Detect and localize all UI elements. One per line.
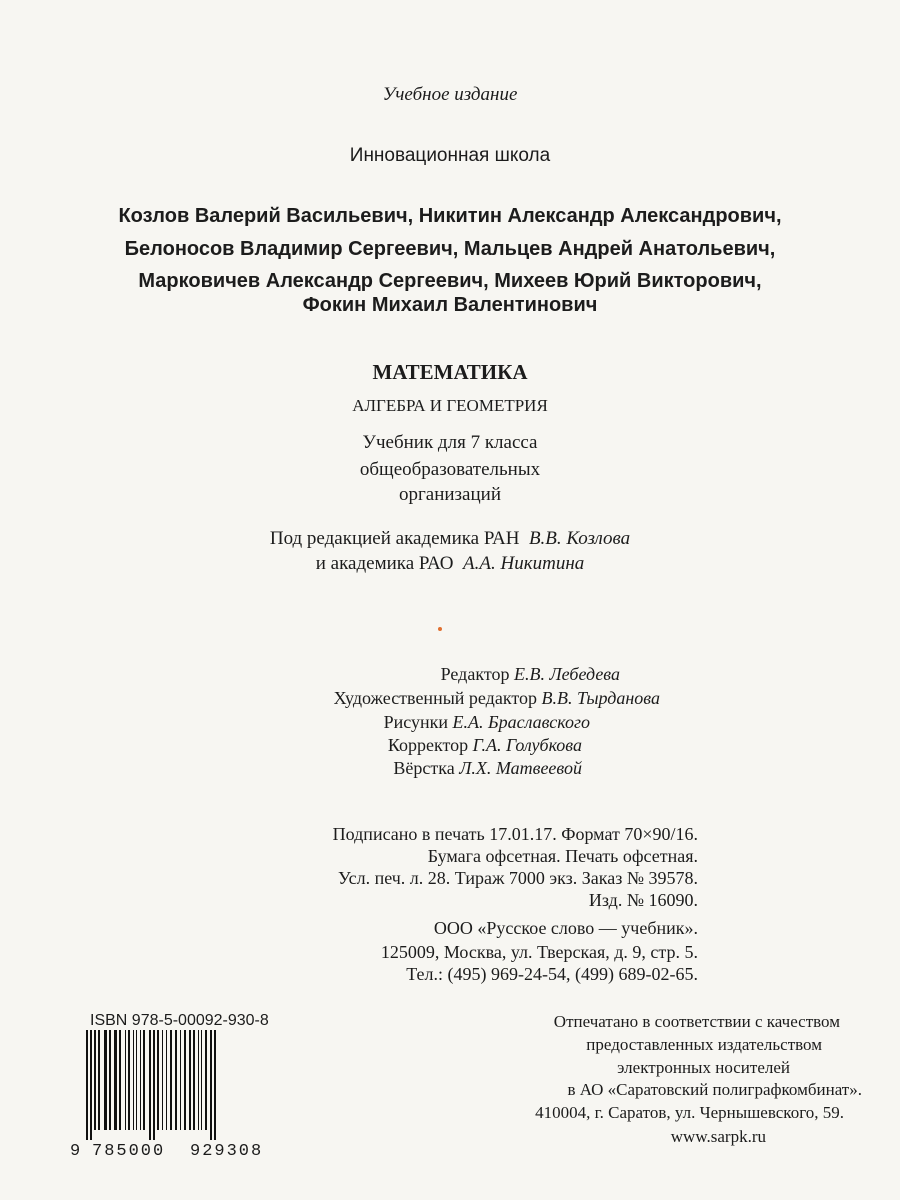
printer-line: Отпечатано в соответствии с качеством (553, 1012, 840, 1031)
isbn-label: ISBN 978-5-00092-930-8 (90, 1012, 269, 1029)
book-description-line: Учебник для 7 класса (362, 432, 538, 453)
editors-line (0, 528, 900, 550)
imprint-line: Изд. № 16090. (588, 890, 698, 910)
publisher-line: 125009, Москва, ул. Тверская, д. 9, стр. 5. (380, 942, 698, 962)
credit-name: Л.Х. Матвеевой (459, 758, 582, 778)
imprint-line: Бумага офсетная. Печать офсетная. (427, 846, 698, 866)
credit-name: В.В. Тырданова (541, 688, 660, 708)
editor-name: А.А. Никитина (463, 553, 585, 574)
barcode-right-digits: 929308 (190, 1142, 264, 1161)
series-name: Инновационная школа (349, 145, 551, 166)
credit-role: Художественный редактор (333, 688, 537, 708)
editor-name: В.В. Козлова (528, 528, 631, 549)
credit-name: Е.В. Лебедева (513, 664, 620, 684)
authors-line: Козлов Валерий Васильевич, Никитин Александр Александрович, (118, 205, 782, 227)
credit-role: Редактор (440, 664, 510, 684)
printer-line: 410004, г. Саратов, ул. Чернышевского, 59. (535, 1103, 844, 1122)
credit-line (240, 688, 660, 709)
credit-role: Корректор (387, 735, 469, 755)
editor-title: и академика РАО (315, 553, 454, 574)
book-title: МАТЕМАТИКА (372, 360, 528, 384)
credit-line (162, 758, 582, 779)
book-description-line: организаций (398, 484, 501, 505)
editor-title: Под редакцией академика РАН (269, 528, 520, 549)
authors-line: Белоносов Владимир Сергеевич, Мальцев Андрей Анатольевич, (124, 238, 776, 260)
publisher-line: Тел.: (495) 969-24-54, (499) 689-02-65. (406, 964, 698, 984)
authors-line: Марковичев Александр Сергеевич, Михеев Юрий Викторович, (138, 270, 762, 292)
credit-role: Рисунки (383, 712, 448, 732)
printer-line: в АО «Саратовский полиграфкомбинат». (567, 1080, 862, 1099)
editors-line (0, 553, 900, 575)
printer-line: электронных носителей (617, 1058, 790, 1077)
credit-name: Г.А. Голубкова (472, 735, 582, 755)
book-subtitle: АЛГЕБРА И ГЕОМЕТРИЯ (352, 396, 548, 415)
barcode-left-digits: 785000 (92, 1142, 166, 1161)
credit-name: Е.А. Браславского (452, 712, 590, 732)
barcode-first-digit: 9 (70, 1142, 83, 1161)
credit-role: Вёрстка (393, 758, 455, 778)
printer-website: www.sarpk.ru (670, 1127, 766, 1146)
credit-line (200, 664, 620, 685)
authors-line: Фокин Михаил Валентинович (302, 294, 598, 316)
credit-line (170, 712, 590, 733)
isbn-barcode (78, 1030, 278, 1140)
printer-line: предоставленных издательством (586, 1035, 822, 1054)
imprint-line: Подписано в печать 17.01.17. Формат 70×90/16. (332, 824, 698, 844)
edition-type: Учебное издание (382, 84, 518, 105)
print-speck (438, 627, 442, 631)
imprint-line: Усл. печ. л. 28. Тираж 7000 экз. Заказ № 39578. (338, 868, 698, 888)
publisher-line: ООО «Русское слово — учебник». (433, 918, 698, 938)
credit-line (162, 735, 582, 756)
book-description-line: общеобразовательных (359, 459, 541, 480)
